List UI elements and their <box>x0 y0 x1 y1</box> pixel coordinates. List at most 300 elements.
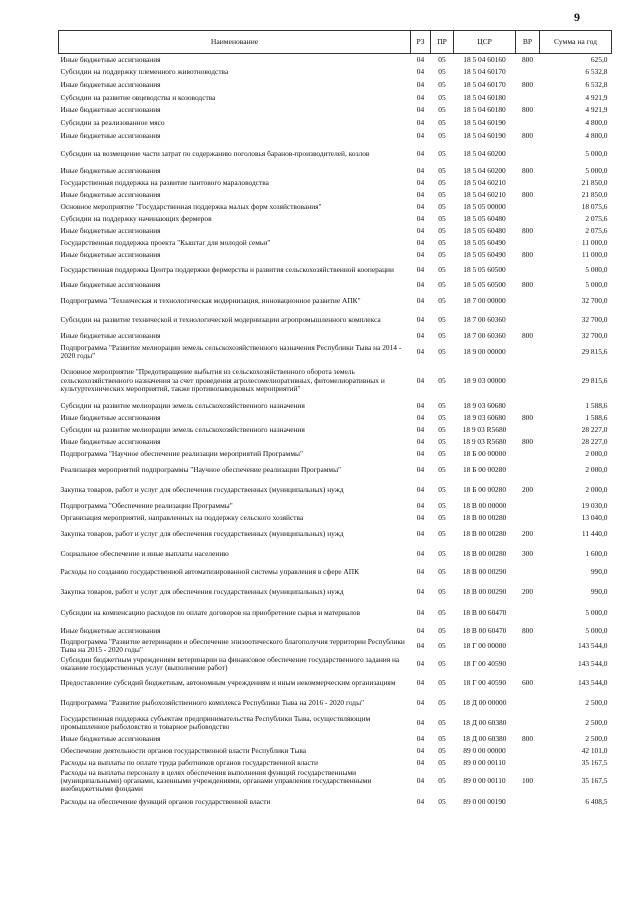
row-amount: 35 167,5 <box>581 757 608 767</box>
row-pr: 05 <box>438 237 446 247</box>
row-rz: 04 <box>416 237 425 247</box>
row-csr: 89 0 00 00000 <box>463 745 506 755</box>
table-row <box>59 733 612 745</box>
row-name: Иные бюджетные ассигнования <box>60 330 161 340</box>
row-pr: 05 <box>438 249 446 259</box>
row-name: Субсидии на развитие овцеводства и козоводства <box>60 92 216 102</box>
row-vr <box>516 362 540 400</box>
row-pr: 05 <box>438 500 446 510</box>
row-rz: 04 <box>416 424 425 434</box>
row-name: Организация мероприятий, направленных на поддержку сельского хозяйства <box>60 512 304 522</box>
row-vr <box>516 291 540 311</box>
row-amount: 19 030,0 <box>581 500 608 510</box>
row-rz: 04 <box>416 484 425 494</box>
table-row <box>59 362 612 400</box>
row-csr: 18 5 05 00000 <box>463 201 506 211</box>
table-row <box>59 500 612 512</box>
row-csr: 18 5 05 60490 <box>463 249 506 259</box>
table-body <box>59 54 612 810</box>
row-vr <box>516 177 540 189</box>
row-csr: 18 5 04 60190 <box>463 130 506 140</box>
row-rz: 04 <box>416 330 425 340</box>
row-name: Государственная поддержка проекта "Кыштаг для молодой семьи" <box>60 237 271 247</box>
row-name: Расходы на обеспечение функций органов государственной власти <box>60 796 271 806</box>
row-csr: 18 Г 00 40590 <box>462 658 507 668</box>
row-csr: 18 В 00 00280 <box>462 529 507 539</box>
row-vr <box>516 757 540 769</box>
row-amount: 4 921,9 <box>585 92 608 102</box>
row-pr: 05 <box>438 213 446 223</box>
row-amount: 990,0 <box>590 586 608 596</box>
table-row <box>59 745 612 757</box>
row-vr: 200 <box>521 529 534 539</box>
row-pr: 05 <box>438 412 446 422</box>
row-rz: 04 <box>416 105 425 115</box>
row-rz: 04 <box>416 225 425 235</box>
row-csr: 18 5 04 60160 <box>463 54 506 64</box>
row-name: Субсидии на развитие технической и технологической модернизации агропромышленного комплекса <box>60 315 381 325</box>
row-pr: 05 <box>438 567 446 577</box>
row-csr: 18 5 04 60180 <box>463 105 506 115</box>
row-vr: 300 <box>521 548 534 558</box>
row-amount: 32 700,0 <box>581 295 608 305</box>
row-csr: 18 В 00 60470 <box>462 625 507 635</box>
row-vr <box>516 400 540 412</box>
row-name: Подпрограмма "Обеспечение реализации Программы" <box>60 500 233 510</box>
row-name: Субсидии на поддержку племенного животноводства <box>60 67 229 77</box>
row-csr: 18 5 05 60500 <box>463 264 506 274</box>
table-row <box>59 563 612 582</box>
row-pr: 05 <box>438 148 446 158</box>
row-pr: 05 <box>438 295 446 305</box>
row-vr <box>516 66 540 79</box>
row-csr: 18 7 00 60360 <box>463 315 506 325</box>
row-rz: 04 <box>416 776 425 786</box>
table-row <box>59 460 612 480</box>
row-amount: 21 850,0 <box>581 177 608 187</box>
row-pr: 05 <box>438 177 446 187</box>
row-csr: 18 Д 00 60380 <box>462 733 507 743</box>
table-row <box>59 655 612 673</box>
budget-table <box>58 30 612 810</box>
table-row <box>59 279 612 291</box>
row-rz: 04 <box>416 264 425 274</box>
row-rz: 04 <box>416 54 425 64</box>
table-row <box>59 637 612 655</box>
table-row <box>59 165 612 177</box>
row-rz: 04 <box>416 249 425 259</box>
row-rz: 04 <box>416 757 425 767</box>
row-rz: 04 <box>416 279 425 289</box>
row-vr <box>516 655 540 673</box>
row-pr: 05 <box>438 677 446 687</box>
table-row <box>59 237 612 249</box>
table-row <box>59 79 612 92</box>
row-pr: 05 <box>438 130 446 140</box>
row-vr: 800 <box>521 54 534 64</box>
row-rz: 04 <box>416 796 425 806</box>
row-csr: 18 9 03 00000 <box>463 375 506 385</box>
row-vr: 800 <box>521 436 534 446</box>
row-vr <box>516 637 540 655</box>
row-name: Обеспечение деятельности органов государственной власти Республики Тыва <box>60 745 307 755</box>
row-csr: 18 5 04 60170 <box>463 67 506 77</box>
row-vr <box>516 142 540 165</box>
row-pr: 05 <box>438 279 446 289</box>
row-csr: 18 В 00 00280 <box>462 512 507 522</box>
row-amount: 5 000,0 <box>585 148 608 158</box>
row-vr: 800 <box>521 330 534 340</box>
row-rz: 04 <box>416 567 425 577</box>
row-vr <box>516 512 540 524</box>
row-amount: 2 500,0 <box>585 697 608 707</box>
row-pr: 05 <box>438 529 446 539</box>
row-rz: 04 <box>416 400 425 410</box>
row-pr: 05 <box>438 375 446 385</box>
row-rz: 04 <box>416 67 425 77</box>
row-amount: 4 800,0 <box>585 118 608 128</box>
row-amount: 143 544,0 <box>577 640 608 650</box>
row-vr: 800 <box>521 130 534 140</box>
row-csr: 18 В 00 60470 <box>462 608 507 618</box>
row-pr: 05 <box>438 625 446 635</box>
row-vr <box>516 237 540 249</box>
row-amount: 35 167,5 <box>581 776 608 786</box>
row-rz: 04 <box>416 500 425 510</box>
row-amount: 11 440,0 <box>581 529 608 539</box>
row-rz: 04 <box>416 346 425 356</box>
row-vr: 800 <box>521 733 534 743</box>
row-csr: 18 5 05 60490 <box>463 237 506 247</box>
row-amount: 32 700,0 <box>581 315 608 325</box>
row-name: Иные бюджетные ассигнования <box>60 279 161 289</box>
row-name: Основное мероприятие "Государственная поддержка малых форм хозяйствования" <box>60 201 322 211</box>
row-name: Иные бюджетные ассигнования <box>60 165 161 175</box>
row-vr <box>516 448 540 460</box>
table-row <box>59 342 612 362</box>
row-vr: 800 <box>521 279 534 289</box>
row-name: Иные бюджетные ассигнования <box>60 436 161 446</box>
table-row <box>59 66 612 79</box>
row-amount: 6 408,5 <box>585 796 608 806</box>
row-amount: 29 815,6 <box>581 346 608 356</box>
row-rz: 04 <box>416 529 425 539</box>
row-pr: 05 <box>438 697 446 707</box>
row-pr: 05 <box>438 464 446 474</box>
row-vr: 800 <box>521 189 534 199</box>
row-csr: 18 9 00 00000 <box>463 346 506 356</box>
row-name: Субсидии на компенсацию расходов по оплате договоров на приобретение сырья и материалов <box>60 608 361 618</box>
row-vr <box>516 311 540 330</box>
table-row <box>59 524 612 545</box>
row-amount: 28 227,0 <box>581 424 608 434</box>
row-rz: 04 <box>416 148 425 158</box>
row-amount: 21 850,0 <box>581 189 608 199</box>
table-row <box>59 104 612 117</box>
row-amount: 13 040,0 <box>581 512 608 522</box>
row-amount: 11 000,0 <box>581 237 608 247</box>
header-pr: ПР <box>431 31 454 54</box>
row-csr: 18 Г 00 40590 <box>462 677 507 687</box>
row-rz: 04 <box>416 677 425 687</box>
row-csr: 18 5 04 60190 <box>463 118 506 128</box>
row-name: Подпрограмма "Развитие мелиорации земель сельскохозяйственного назначения Республики Тыва на 2014 - 2020 годы" <box>60 342 402 360</box>
row-name: Расходы на выплаты персоналу в целях обеспечения выполнения функций государственными (муниципальными) органами, казенными учреждениями, органами управления государственными внебюджетными фондами <box>60 768 372 794</box>
row-pr: 05 <box>438 424 446 434</box>
row-vr: 800 <box>521 165 534 175</box>
row-vr <box>516 500 540 512</box>
row-rz: 04 <box>416 375 425 385</box>
row-name: Государственная поддержка на развитие пантового мараловодства <box>60 177 269 187</box>
row-rz: 04 <box>416 733 425 743</box>
row-name: Подпрограмма "Развитие рыбохозяйственного комплекса Республики Тыва на 2016 - 2020 годы" <box>60 697 365 707</box>
row-rz: 04 <box>416 745 425 755</box>
row-name: Иные бюджетные ассигнования <box>60 225 161 235</box>
row-pr: 05 <box>438 436 446 446</box>
row-name: Расходы по созданию государственной автоматизированной системы управления в сфере АПК <box>60 567 360 577</box>
row-vr <box>516 213 540 225</box>
row-rz: 04 <box>416 130 425 140</box>
row-amount: 42 101,0 <box>581 745 608 755</box>
row-rz: 04 <box>416 697 425 707</box>
row-rz: 04 <box>416 548 425 558</box>
row-vr <box>516 563 540 582</box>
row-name: Социальное обеспечение и иные выплаты населению <box>60 548 229 558</box>
table-row <box>59 261 612 279</box>
row-vr <box>516 713 540 733</box>
row-name: Иные бюджетные ассигнования <box>60 105 161 115</box>
row-rz: 04 <box>416 177 425 187</box>
row-amount: 2 000,0 <box>585 448 608 458</box>
row-vr: 800 <box>521 225 534 235</box>
row-amount: 11 000,0 <box>581 249 608 259</box>
header-name: Наименование <box>59 31 411 54</box>
table-row <box>59 794 612 810</box>
row-name: Субсидии на возмещение части затрат по содержанию поголовья баранов-производителей, козлов <box>60 148 370 158</box>
row-pr: 05 <box>438 189 446 199</box>
row-csr: 18 Д 00 60380 <box>462 717 507 727</box>
row-rz: 04 <box>416 295 425 305</box>
row-vr <box>516 794 540 810</box>
row-amount: 29 815,6 <box>581 375 608 385</box>
row-pr: 05 <box>438 640 446 650</box>
table-row <box>59 713 612 733</box>
row-vr <box>516 117 540 130</box>
row-vr: 800 <box>521 105 534 115</box>
row-pr: 05 <box>438 658 446 668</box>
row-vr <box>516 201 540 213</box>
row-name: Иные бюджетные ассигнования <box>60 412 161 422</box>
row-csr: 18 9 03 60680 <box>463 400 506 410</box>
row-name: Закупка товаров, работ и услуг для обеспечения государственных (муниципальных) нужд <box>60 529 344 539</box>
row-amount: 1 600,0 <box>585 548 608 558</box>
table-row <box>59 201 612 213</box>
row-rz: 04 <box>416 608 425 618</box>
row-rz: 04 <box>416 625 425 635</box>
row-csr: 18 В 00 00290 <box>462 586 507 596</box>
row-vr <box>516 261 540 279</box>
row-pr: 05 <box>438 264 446 274</box>
row-pr: 05 <box>438 796 446 806</box>
row-pr: 05 <box>438 105 446 115</box>
row-csr: 18 5 05 60500 <box>463 279 506 289</box>
table-row <box>59 480 612 500</box>
row-amount: 1 588,6 <box>585 400 608 410</box>
row-pr: 05 <box>438 717 446 727</box>
row-rz: 04 <box>416 512 425 522</box>
table-row <box>59 757 612 769</box>
row-name: Подпрограмма "Научное обеспечение реализации мероприятий Программы" <box>60 448 303 458</box>
row-csr: 18 5 04 60210 <box>463 177 506 187</box>
row-amount: 28 227,0 <box>581 436 608 446</box>
table-row <box>59 54 612 67</box>
row-pr: 05 <box>438 225 446 235</box>
row-name: Подпрограмма "Техническая и технологическая модернизация, инновационное развитие АПК" <box>60 295 361 305</box>
row-rz: 04 <box>416 717 425 727</box>
row-amount: 5 000,0 <box>585 279 608 289</box>
header-amount: Сумма на год <box>540 31 612 54</box>
row-name: Субсидии на развитие мелиорации земель сельскохозяйственного назначения <box>60 400 305 410</box>
row-pr: 05 <box>438 776 446 786</box>
row-rz: 04 <box>416 118 425 128</box>
row-amount: 143 544,0 <box>577 658 608 668</box>
table-row <box>59 177 612 189</box>
row-csr: 18 5 05 60480 <box>463 213 506 223</box>
row-pr: 05 <box>438 346 446 356</box>
row-pr: 05 <box>438 92 446 102</box>
row-rz: 04 <box>416 436 425 446</box>
row-pr: 05 <box>438 448 446 458</box>
row-csr: 89 0 00 00190 <box>463 796 506 806</box>
row-csr: 18 5 04 60180 <box>463 92 506 102</box>
row-amount: 625,0 <box>590 54 608 64</box>
table-row <box>59 545 612 563</box>
row-pr: 05 <box>438 67 446 77</box>
row-csr: 18 В 00 00000 <box>462 500 507 510</box>
row-amount: 5 000,0 <box>585 264 608 274</box>
row-rz: 04 <box>416 412 425 422</box>
row-rz: 04 <box>416 80 425 90</box>
row-rz: 04 <box>416 165 425 175</box>
row-amount: 6 532,8 <box>585 67 608 77</box>
row-pr: 05 <box>438 733 446 743</box>
row-csr: 18 5 04 60200 <box>463 165 506 175</box>
table-row <box>59 625 612 637</box>
row-rz: 04 <box>416 640 425 650</box>
row-vr: 800 <box>521 80 534 90</box>
row-vr: 800 <box>521 625 534 635</box>
row-csr: 18 5 04 60200 <box>463 148 506 158</box>
row-pr: 05 <box>438 586 446 596</box>
row-name: Государственная поддержка субъектам предпринимательства Республики Тыва, осуществляющим промышленное рыболовство и товарное рыбоводство <box>60 713 371 731</box>
row-csr: 18 5 04 60210 <box>463 189 506 199</box>
table-row <box>59 424 612 436</box>
table-row <box>59 673 612 693</box>
row-amount: 2 000,0 <box>585 484 608 494</box>
row-csr: 18 5 05 60480 <box>463 225 506 235</box>
row-name: Субсидии бюджетным учреждениям ветеринарии на финансовое обеспечение государственного задания на оказание государственных услуг (выполнение работ) <box>60 654 400 672</box>
table-row <box>59 436 612 448</box>
row-name: Реализация мероприятий подпрограммы "Научное обеспечение реализации Программы" <box>60 464 342 474</box>
row-csr: 18 Г 00 00000 <box>462 640 507 650</box>
row-name: Иные бюджетные ассигнования <box>60 249 161 259</box>
row-csr: 18 В 00 00280 <box>462 548 507 558</box>
table-row <box>59 693 612 713</box>
table-row <box>59 117 612 130</box>
row-name: Субсидии на поддержку начинающих фермеров <box>60 213 212 223</box>
row-name: Иные бюджетные ассигнования <box>60 54 161 64</box>
row-pr: 05 <box>438 512 446 522</box>
row-amount: 2 075,6 <box>585 213 608 223</box>
row-amount: 2 000,0 <box>585 464 608 474</box>
row-name: Государственная поддержка Центра поддержки фермерства и развития сельскохозяйственной кооперации <box>60 264 394 274</box>
row-vr <box>516 693 540 713</box>
row-csr: 18 Б 00 00280 <box>462 484 507 494</box>
row-amount: 18 075,6 <box>581 201 608 211</box>
row-rz: 04 <box>416 315 425 325</box>
row-csr: 18 В 00 00290 <box>462 567 507 577</box>
row-amount: 1 588,6 <box>585 412 608 422</box>
row-vr <box>516 602 540 625</box>
row-pr: 05 <box>438 400 446 410</box>
row-pr: 05 <box>438 548 446 558</box>
row-amount: 5 000,0 <box>585 608 608 618</box>
table-row <box>59 448 612 460</box>
row-name: Иные бюджетные ассигнования <box>60 733 161 743</box>
row-pr: 05 <box>438 608 446 618</box>
table-row <box>59 330 612 342</box>
row-pr: 05 <box>438 757 446 767</box>
row-pr: 05 <box>438 745 446 755</box>
table-header <box>59 31 612 54</box>
row-pr: 05 <box>438 330 446 340</box>
table-row <box>59 311 612 330</box>
row-csr: 18 9 03 R5680 <box>462 436 507 446</box>
row-rz: 04 <box>416 658 425 668</box>
row-amount: 5 000,0 <box>585 165 608 175</box>
row-amount: 2 075,6 <box>585 225 608 235</box>
row-amount: 5 000,0 <box>585 625 608 635</box>
row-vr: 100 <box>521 776 534 786</box>
row-pr: 05 <box>438 165 446 175</box>
row-rz: 04 <box>416 213 425 223</box>
row-name: Закупка товаров, работ и услуг для обеспечения государственных (муниципальных) нужд <box>60 484 344 494</box>
row-pr: 05 <box>438 118 446 128</box>
row-csr: 18 5 04 60170 <box>463 80 506 90</box>
row-csr: 89 0 00 00110 <box>463 757 506 767</box>
table-row <box>59 582 612 602</box>
row-name: Иные бюджетные ассигнования <box>60 130 161 140</box>
row-vr <box>516 424 540 436</box>
table-row <box>59 512 612 524</box>
row-amount: 4 800,0 <box>585 130 608 140</box>
row-name: Основное мероприятие "Предотвращение выбытия из сельскохозяйственного оборота земель сельскохозяйственного назначения за счет проведения агролесомелиоративных, фитомелиоративных и культуртехнических мероприятий, также противопаводковых мероприятий" <box>60 367 385 393</box>
row-amount: 2 500,0 <box>585 733 608 743</box>
table-row <box>59 400 612 412</box>
row-csr: 89 0 00 00110 <box>463 776 506 786</box>
row-vr: 800 <box>521 412 534 422</box>
row-vr: 200 <box>521 586 534 596</box>
table-row <box>59 142 612 165</box>
row-rz: 04 <box>416 92 425 102</box>
row-csr: 18 Д 00 00000 <box>462 697 507 707</box>
row-vr <box>516 92 540 105</box>
table-row <box>59 249 612 261</box>
header-vr: ВР <box>516 31 540 54</box>
page-number: 9 <box>574 10 580 24</box>
row-amount: 2 500,0 <box>585 717 608 727</box>
row-rz: 04 <box>416 189 425 199</box>
